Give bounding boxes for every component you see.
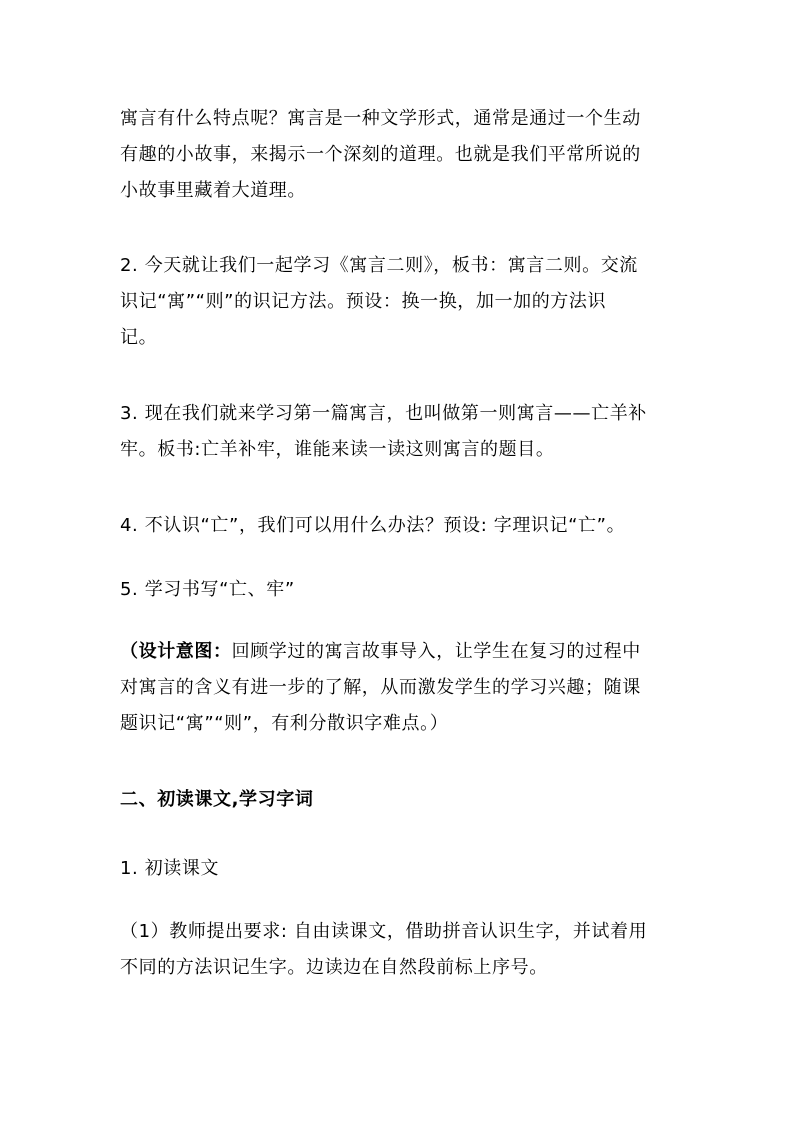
- paragraph-step-5: [120, 572, 680, 608]
- text-line: 4. 不认识“亡”，我们可以用什么办法？预设: 字理识记“亡”。: [120, 515, 626, 536]
- paragraph-step-2: [120, 248, 680, 356]
- text-line: 识记“寓”“则”的识记方法。预设：换一换，加一加的方法识: [120, 291, 607, 312]
- design-intent-label: （设计意图：: [120, 641, 232, 662]
- paragraph-step-3: [120, 396, 680, 468]
- text-line: [120, 634, 680, 670]
- paragraph-step-4: [120, 508, 680, 544]
- paragraph-design-intent: [120, 634, 680, 742]
- text-line: 对寓言的含义有进一步的了解，从而激发学生的学习兴趣；随课: [120, 677, 641, 698]
- text-line: （1）教师提出要求: 自由读课文，借助拼音认识生字，并试着用: [120, 921, 648, 942]
- text-line: 寓言有什么特点呢？寓言是一种文学形式，通常是通过一个生动: [120, 108, 641, 129]
- text-line: 3. 现在我们就来学习第一篇寓言，也叫做第一则寓言——亡羊补: [120, 403, 647, 424]
- subheading-first-reading: [120, 851, 680, 887]
- text-line: 牢。板书:亡羊补牢，谁能来读一读这则寓言的题目。: [120, 439, 555, 460]
- text-line: 2. 今天就让我们一起学习《寓言二则》，板书：寓言二则。交流: [120, 255, 638, 276]
- text-line: 记。: [120, 327, 158, 348]
- text-line: 小故事里藏着大道理。: [120, 180, 306, 201]
- text-line: 1. 初读课文: [120, 858, 220, 879]
- text-line: 5. 学习书写“亡、牢”: [120, 579, 295, 600]
- text-line: 不同的方法识记生字。边读边在自然段前标上序号。: [120, 957, 548, 978]
- section-heading: [120, 782, 680, 818]
- text-line: 有趣的小故事，来揭示一个深刻的道理。也就是我们平常所说的: [120, 144, 641, 165]
- design-intent-text: 回顾学过的寓言故事导入，让学生在复习的过程中: [231, 641, 641, 662]
- paragraph-teacher-requirements: [120, 914, 680, 986]
- paragraph-fable-features: [120, 101, 680, 209]
- text-line: 题识记“寓”“则”，有利分散识字难点。）: [120, 713, 449, 734]
- heading-text: 二、初读课文,学习字词: [120, 789, 314, 810]
